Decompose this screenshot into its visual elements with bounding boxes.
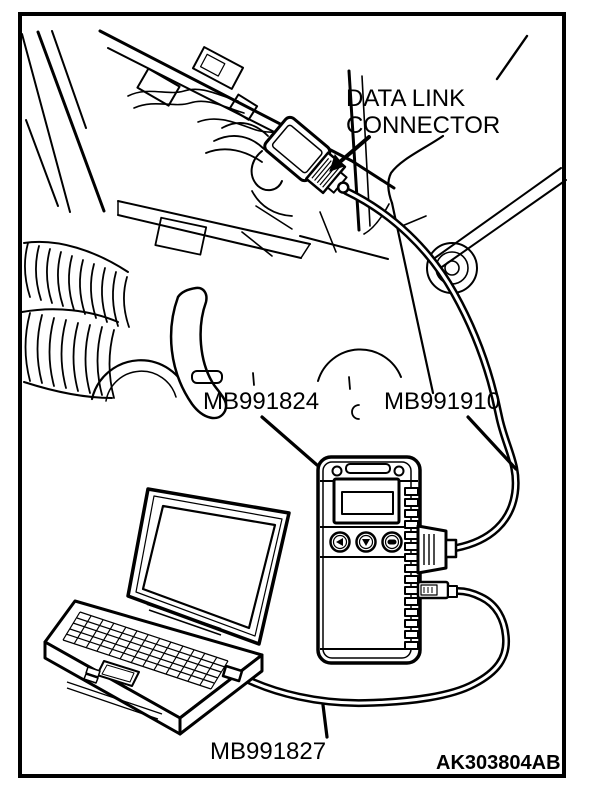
- leader-mb991824: [262, 417, 317, 465]
- data-link-connector-label-line1: DATA LINK: [346, 85, 466, 112]
- vci-ok-button-icon: [388, 540, 397, 545]
- harness-cable-part-number-label: MB991910: [384, 388, 501, 415]
- figure-code: AK303804AB: [436, 752, 561, 774]
- laptop-lid: [128, 489, 289, 644]
- vci-scan-tool-drawing: [318, 457, 457, 663]
- vci-usb-connector: [418, 582, 457, 598]
- data-link-connector-label-line2: CONNECTOR: [346, 112, 501, 139]
- data-link-connector-label: [346, 85, 500, 139]
- laptop-drawing: [45, 489, 289, 734]
- vci-buttons: [331, 533, 402, 552]
- leader-mb991827: [323, 705, 327, 737]
- usb-cable-part-number-label: MB991827: [210, 738, 327, 765]
- vci-part-number-label: MB991824: [203, 388, 320, 415]
- vci-lcd-display: [334, 479, 399, 523]
- vci-main-connector: [418, 526, 456, 573]
- vci-side-ribs: [405, 488, 418, 649]
